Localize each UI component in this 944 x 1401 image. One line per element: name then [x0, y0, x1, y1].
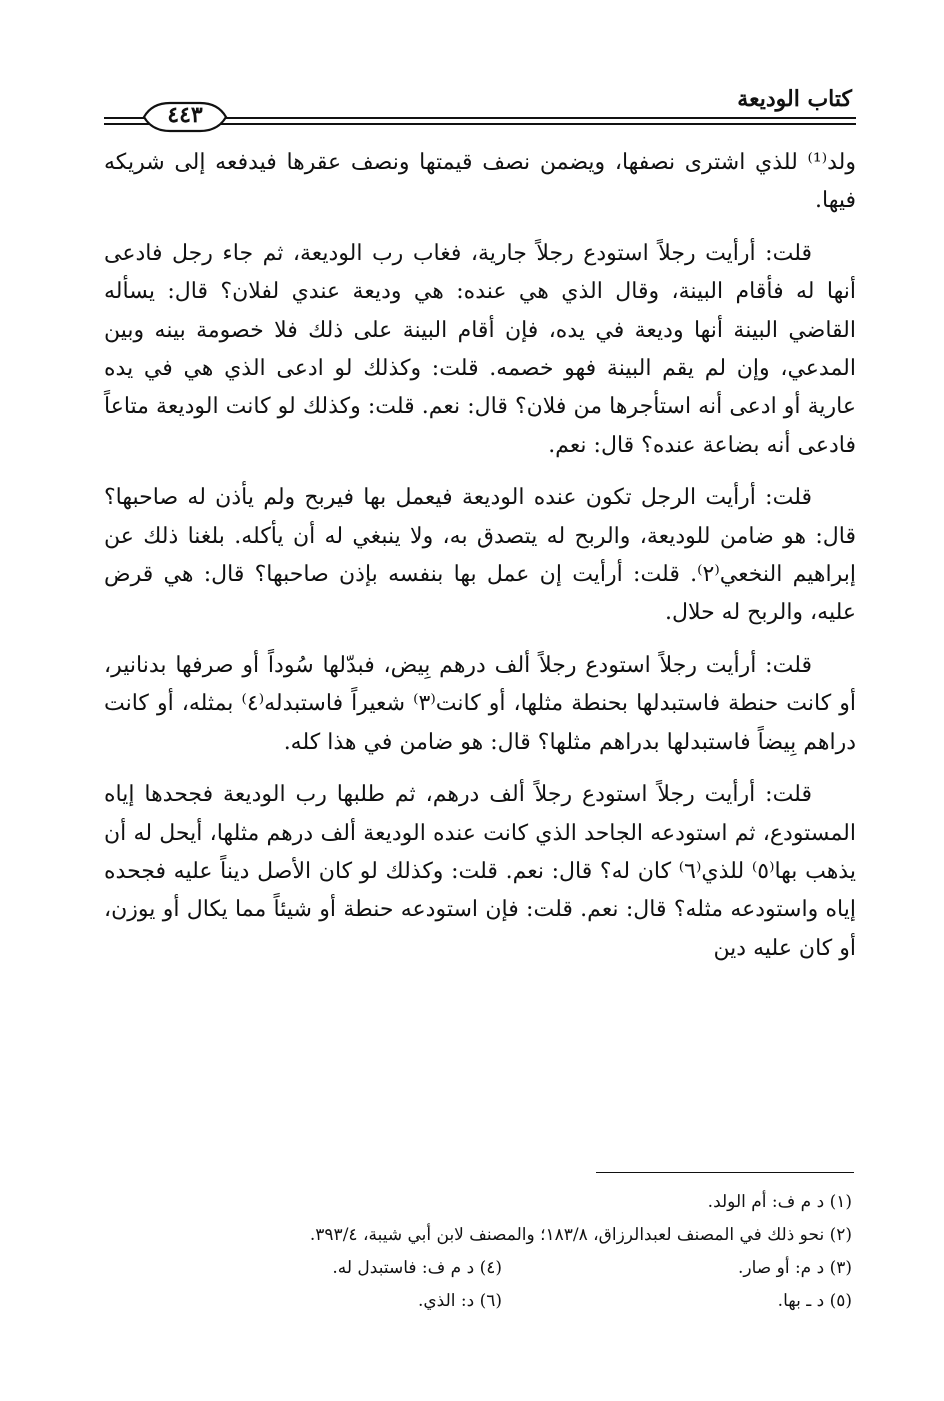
- footnote-2: (٢) نحو ذلك في المصنف لعبدالرزاق، ١٨٣/٨؛ والمصنف لابن أبي شيبة، ٣٩٣/٤.: [309, 1225, 852, 1245]
- page-number: ٤٤٣: [167, 102, 203, 128]
- footnote-6: (٦) د: الذي.: [417, 1291, 502, 1311]
- paragraph-3: قلت: أرأيت الرجل تكون عنده الوديعة فيعمل بها فيربح ولم يأذن له صاحبها؟ قال: هو ضامن للوديعة، والربح له يتصدق به، ولا ينبغي له أن يأكله. بلغنا ذلك عن إبراهيم النخعي⁽٢⁾. قلت: أرأيت إن عمل بها بنفسه بإذن صاحبها؟ قال: هي قرض عليه، والربح له حلال.: [104, 485, 856, 626]
- footnote-1: (١) د م ف: أم الولد.: [707, 1192, 852, 1212]
- paragraph-2: قلت: أرأيت رجلاً استودع رجلاً جارية، فغاب رب الوديعة، ثم جاء رجل فادعى أنها له فأقام البينة، وقال الذي هي عنده: هي وديعة عندي لفلان؟ قال: يسأله القاضي البينة أنها وديعة في يده، فإن أقام البينة على ذلك فلا خصومة بينه وبين المدعي، وإن لم يقم البينة فهو خصمه. قلت: وكذلك لو ادعى الذي هي في يده عارية أو ادعى أنه استأجرها من فلان؟ قال: نعم. قلت: وكذلك لو كانت الوديعة متاعاً فادعى أنه بضاعة عنده؟ قال: نعم.: [104, 240, 856, 458]
- footnote-4: (٤) د م ف: فاستبدل له.: [332, 1258, 502, 1278]
- footnote-3: (٣) د م: أو صار.: [737, 1258, 852, 1278]
- running-header-title: كتاب الوديعة: [737, 86, 852, 112]
- footnotes: [92, 1186, 852, 1318]
- footnote-5: (٥) د ـ بها.: [777, 1291, 852, 1311]
- paragraph-4: قلت: أرأيت رجلاً استودع رجلاً ألف درهم بِيض، فبدّلها سُوداً أو صرفها بدنانير، أو كانت حنطة فاستبدلها بحنطة مثلها، أو كانت⁽٣⁾ شعيراً فاستبدله⁽٤⁾ بمثله، أو كانت دراهم بِيضاً فاستبدلها بدراهم مثلها؟ قال: هو ضامن في هذا كله.: [104, 652, 856, 755]
- main-text: [104, 144, 856, 982]
- footnote-separator: [596, 1172, 854, 1173]
- paragraph-5: قلت: أرأيت رجلاً استودع رجلاً ألف درهم، ثم طلبها رب الوديعة فجحدها إياه المستودع، ثم استودعه الجاحد الذي كانت عنده الوديعة ألف درهم مثلها، أيحل له أن يذهب بها⁽٥⁾ للذي⁽٦⁾ كان له؟ قال: نعم. قلت: وكذلك لو كان الأصل ديناً عليه فجحده إياه واستودعه مثله؟ قال: نعم. قلت: فإن استودعه حنطة أو شيئاً مما يكال أو يوزن، أو كان عليه دين: [104, 782, 856, 961]
- paragraph-1: ولد⁽¹⁾ للذي اشترى نصفها، ويضمن نصف قيمتها ونصف عقرها فيدفعه إلى شريكه فيها.: [104, 150, 856, 214]
